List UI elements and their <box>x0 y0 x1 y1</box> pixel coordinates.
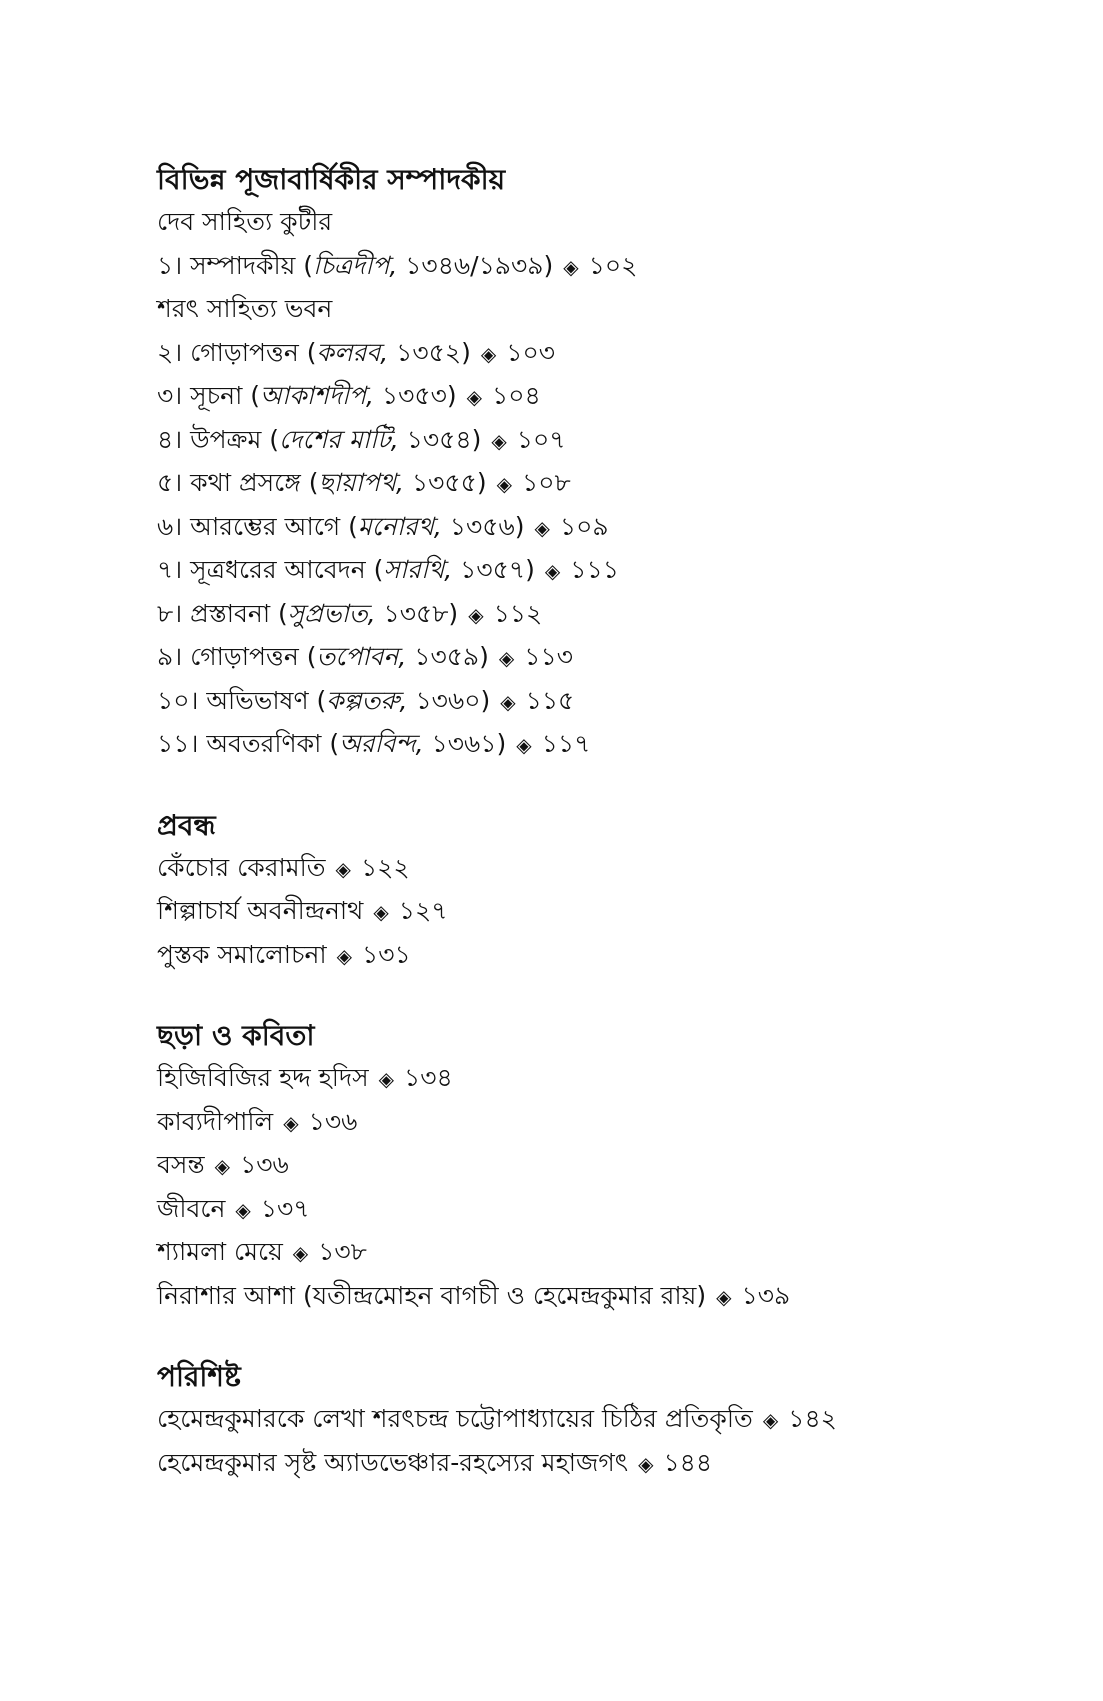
entry-title: ১১। অবতরণিকা ( <box>157 729 340 758</box>
entry-title: ১। সম্পাদকীয় ( <box>157 250 314 280</box>
entry-year: ১৩৫২) <box>388 337 471 367</box>
separator-icon: ◈ <box>283 1110 299 1135</box>
magazine-name: কলরব, <box>316 337 389 367</box>
page-number: ১৩১ <box>362 939 411 969</box>
page-number: ১০৮ <box>522 468 571 497</box>
section-heading-essays: প্রবন্ধ <box>157 808 216 842</box>
entry-title: জীবনে <box>157 1193 226 1223</box>
entry-title: কেঁচোর কেরামতি <box>157 852 326 882</box>
magazine-name: সারথি, <box>383 555 453 584</box>
page-number: ১০৭ <box>516 424 566 454</box>
toc-entry[interactable] <box>157 889 1057 933</box>
entry-year: ১৩৬১) <box>423 729 507 758</box>
magazine-name: কল্পতরু, <box>326 685 408 715</box>
separator-icon: ◈ <box>480 341 497 366</box>
toc-entry[interactable] <box>157 1143 1057 1187</box>
magazine-name: ছায়াপথ, <box>318 468 404 497</box>
toc-entry[interactable] <box>157 1100 1057 1144</box>
entry-title: ৩। সূচনা ( <box>157 381 261 410</box>
page-number: ১৩৯ <box>741 1280 791 1310</box>
separator-icon: ◈ <box>336 943 353 968</box>
entry-year: ১৩৫৬) <box>441 511 525 541</box>
toc-entry[interactable] <box>157 1187 1057 1231</box>
entry-title: ৮। প্রস্তাবনা ( <box>157 598 288 628</box>
entry-title: বসন্ত <box>157 1150 205 1179</box>
separator-icon: ◈ <box>491 428 507 453</box>
entry-title: ৯। গোড়াপত্তন ( <box>157 642 317 671</box>
entry-title: শিল্পাচার্য অবনীন্দ্রনাথ <box>157 896 364 925</box>
page-number: ১১৩ <box>524 642 573 671</box>
toc-entry[interactable] <box>157 374 1057 418</box>
magazine-name: আকাশদীপ, <box>260 381 374 410</box>
entry-year: ১৩৫৮) <box>375 598 459 628</box>
entry-title: ৬। আরম্ভের আগে ( <box>157 511 358 541</box>
magazine-name: সুপ্রভাত, <box>287 598 376 628</box>
separator-icon: ◈ <box>563 254 579 279</box>
page-number: ১০৪ <box>491 381 541 410</box>
page-number: ১৪২ <box>788 1404 837 1433</box>
toc-entry[interactable] <box>157 418 1057 462</box>
entry-title: ৫। কথা প্রসঙ্গে ( <box>157 468 319 497</box>
separator-icon: ◈ <box>716 1284 732 1309</box>
magazine-name: তপোবন, <box>316 642 407 671</box>
toc-entry[interactable] <box>157 679 1057 723</box>
toc-entry[interactable] <box>157 244 1057 288</box>
page-number: ১১২ <box>493 598 543 628</box>
entry-title: ৭। সূত্রধরের আবেদন ( <box>157 555 384 584</box>
magazine-name: অরবিন্দ, <box>339 729 424 758</box>
page-number: ১১১ <box>570 555 619 584</box>
page-number: ১২৭ <box>398 896 448 925</box>
entry-year: ১৩৫৭) <box>452 555 535 584</box>
separator-icon: ◈ <box>638 1451 654 1476</box>
entry-title: হিজিবিজির হদ্দ হদিস <box>157 1063 369 1092</box>
toc-entry[interactable] <box>157 1056 1057 1100</box>
toc-entry[interactable] <box>157 505 1057 549</box>
toc-entry[interactable] <box>157 331 1057 375</box>
separator-icon: ◈ <box>496 472 512 496</box>
entry-title: ২। গোড়াপত্তন ( <box>157 337 317 367</box>
entry-year: ১৩৪৬/১৯৩৯) <box>397 250 554 280</box>
magazine-name: চিত্রদীপ, <box>313 250 398 280</box>
page-number: ১০৩ <box>506 337 556 367</box>
page-number: ১১৭ <box>541 729 591 758</box>
separator-icon: ◈ <box>292 1241 309 1265</box>
entry-year: ১৩৫৫) <box>403 468 487 497</box>
separator-icon: ◈ <box>373 900 389 924</box>
toc-entry[interactable] <box>157 548 1057 592</box>
page-number: ১৩৪ <box>404 1063 453 1092</box>
separator-icon: ◈ <box>214 1154 231 1178</box>
toc-entry[interactable] <box>157 722 1057 766</box>
separator-icon: ◈ <box>335 856 351 881</box>
entry-year: ১৩৬০) <box>407 685 491 715</box>
page-number: ১৪৪ <box>663 1447 713 1477</box>
section-heading-appendix: পরিশিষ্ট <box>157 1360 241 1393</box>
magazine-name: মনোরথ, <box>357 511 442 541</box>
toc-entry[interactable] <box>157 846 1057 890</box>
publisher-group-sarat-sahitya-bhavan: শরৎ সাহিত্য ভবন <box>157 294 333 323</box>
page-number: ১২২ <box>360 852 410 882</box>
toc-entry[interactable] <box>157 1230 1057 1274</box>
entry-title: হেমেন্দ্রকুমারকে লেখা শরৎচন্দ্র চট্টোপাধ্যায়ের চিঠির প্রতিকৃতি <box>157 1404 753 1433</box>
entry-title: শ্যামলা মেয়ে <box>157 1237 283 1266</box>
entry-title: নিরাশার আশা (যতীন্দ্রমোহন বাগচী ও হেমেন্দ্রকুমার রায়) <box>157 1280 707 1310</box>
publisher-group-dev-sahitya-kutir: দেব সাহিত্য কুটীর <box>157 207 333 236</box>
separator-icon: ◈ <box>378 1067 394 1091</box>
page-number: ১৩৬ <box>240 1150 289 1179</box>
entry-title: ৪। উপক্রম ( <box>157 424 280 454</box>
page-number: ১৩৭ <box>260 1193 310 1223</box>
entry-title: ১০। অভিভাষণ ( <box>157 685 327 715</box>
entry-year: ১৩৫৯) <box>406 642 489 671</box>
separator-icon: ◈ <box>500 689 516 714</box>
entry-year: ১৩৫৩) <box>373 381 457 410</box>
page-number: ১৩৬ <box>308 1106 358 1136</box>
page-number: ১০২ <box>588 250 638 280</box>
separator-icon: ◈ <box>466 385 482 409</box>
separator-icon: ◈ <box>516 733 532 757</box>
toc-entry[interactable] <box>157 461 1057 505</box>
separator-icon: ◈ <box>498 646 515 670</box>
toc-entry[interactable] <box>157 1441 1057 1485</box>
separator-icon: ◈ <box>534 515 550 540</box>
entry-title: কাব্যদীপালি <box>157 1106 274 1136</box>
section-heading-editorials: বিভিন্ন পূজাবার্ষিকীর সম্পাদকীয় <box>157 163 506 196</box>
toc-entry[interactable] <box>157 592 1057 636</box>
separator-icon: ◈ <box>762 1408 779 1432</box>
entry-year: ১৩৫৪) <box>398 424 482 454</box>
toc-entry[interactable] <box>157 1397 1057 1441</box>
page-number: ১১৫ <box>525 685 575 715</box>
page-number: ১০৯ <box>559 511 609 541</box>
page-number: ১৩৮ <box>318 1237 367 1266</box>
separator-icon: ◈ <box>544 559 561 583</box>
section-heading-rhymes-poems: ছড়া ও কবিতা <box>157 1019 315 1052</box>
toc-entry[interactable] <box>157 635 1057 679</box>
separator-icon: ◈ <box>235 1197 251 1222</box>
magazine-name: দেশের মাটি, <box>279 424 399 454</box>
entry-title: হেমেন্দ্রকুমার সৃষ্ট অ্যাডভেঞ্চার-রহস্যের মহাজগৎ <box>157 1447 629 1477</box>
separator-icon: ◈ <box>468 602 484 627</box>
toc-entry[interactable] <box>157 1274 1057 1318</box>
table-of-contents <box>157 160 1057 1484</box>
toc-entry[interactable] <box>157 933 1057 977</box>
entry-title: পুস্তক সমালোচনা <box>157 939 327 969</box>
